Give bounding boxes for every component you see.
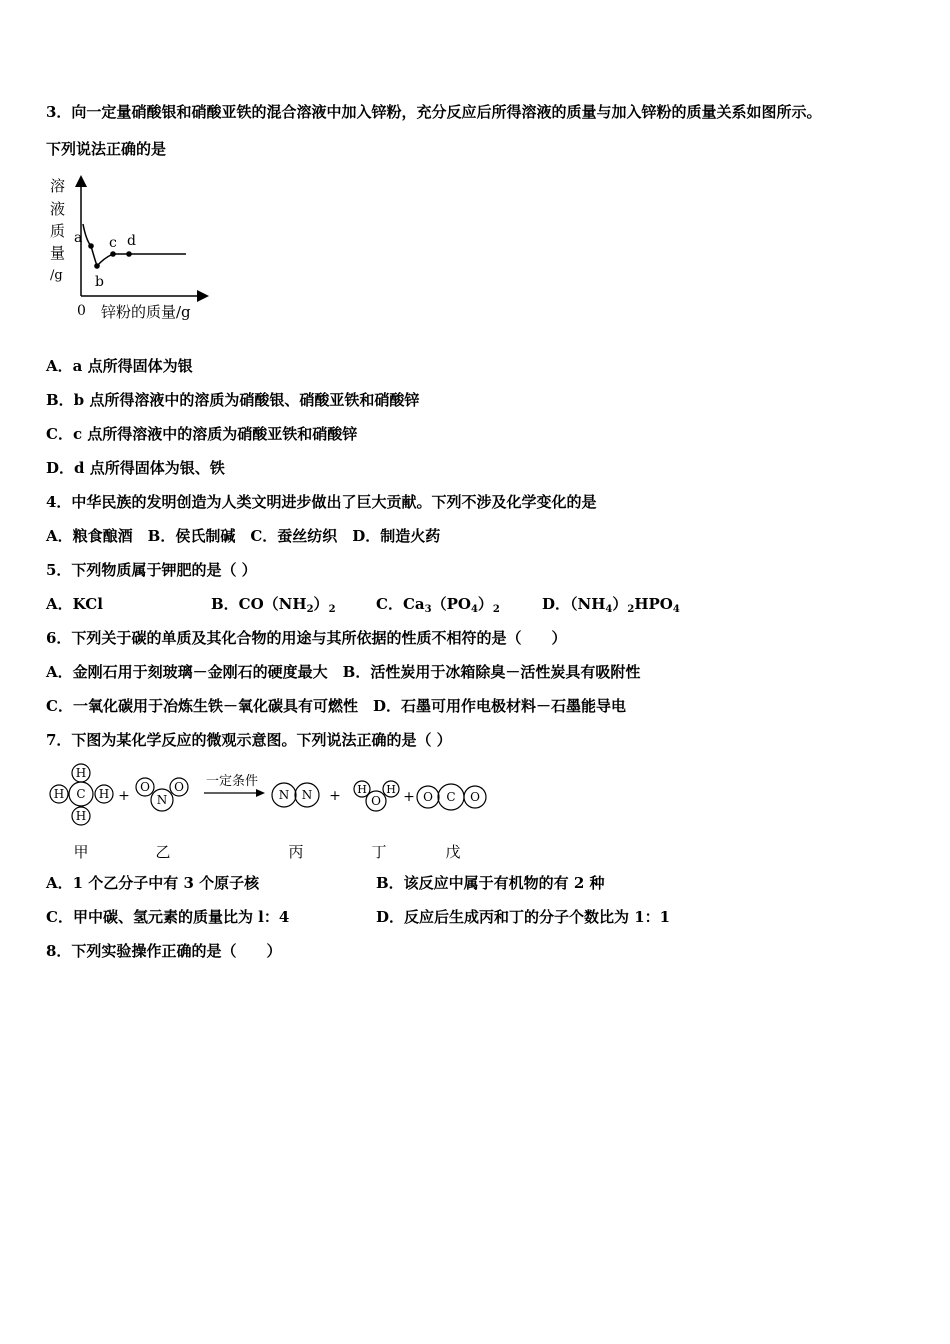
graph-xlabel: 锌粉的质量/g <box>101 303 191 321</box>
q6-options-line-2: C．一氧化碳用于冶炼生铁－氧化碳具有可燃性 D．石墨可用作电极材料－石墨能导电 <box>46 697 626 715</box>
graph-ylabel-1: 溶 <box>50 177 66 195</box>
q5-option-a: A．KCl <box>46 595 103 613</box>
yi-n: N <box>156 793 168 807</box>
plus-1: + <box>118 788 130 804</box>
graph-ylabel-4: 量 <box>50 244 66 262</box>
graph-ylabel-5: /g <box>50 268 63 283</box>
label-wu: 戊 <box>445 843 461 861</box>
q5-option-c: C．$Ca_3(PO_4)_2$ <box>376 595 500 615</box>
graph-ylabel-2: 液 <box>50 200 66 218</box>
jia-h-bottom: H <box>75 809 87 823</box>
q4-stem: 4．中华民族的发明创造为人类文明进步做出了巨大贡献。下列不涉及化学变化的是 <box>46 493 597 511</box>
wu-c: C <box>446 790 456 804</box>
label-yi: 乙 <box>155 843 171 861</box>
yi-o-left: O <box>140 780 150 794</box>
wu-o-right: O <box>470 790 480 804</box>
ding-o: O <box>371 794 381 808</box>
q6-options-line-1: A．金刚石用于刻玻璃－金刚石的硬度最大 B．活性炭用于冰箱除臭－活性炭具有吸附性 <box>46 663 641 681</box>
q7-option-b: B．该反应中属于有机物的有 2 种 <box>376 874 605 892</box>
graph-label-a: a <box>74 230 83 246</box>
q3-graph <box>44 172 219 330</box>
graph-label-b: b <box>95 274 104 290</box>
q7-option-d: D．反应后生成丙和丁的分子个数比为 1：1 <box>376 908 671 926</box>
q5-stem: 5．下列物质属于钾肥的是（ ） <box>46 561 257 579</box>
q3-stem: 3．向一定量硝酸银和硝酸亚铁的混合溶液中加入锌粉，充分反应后所得溶液的质量与加入锌粉的质量关系如图所示。 <box>46 103 822 121</box>
q3-option-c: C．c 点所得溶液中的溶质为硝酸亚铁和硝酸锌 <box>46 425 358 443</box>
jia-h-left: H <box>53 787 65 801</box>
yi-o-right: O <box>174 780 184 794</box>
graph-label-c: c <box>109 235 117 251</box>
graph-point-b <box>94 263 100 269</box>
q3-stem-2: 下列说法正确的是 <box>46 140 167 158</box>
plus-2: + <box>329 788 341 804</box>
reaction-condition: 一定条件 <box>205 774 259 789</box>
q3-option-a: A．a 点所得固体为银 <box>46 357 193 375</box>
graph-point-d <box>126 251 132 257</box>
graph-point-c <box>110 251 116 257</box>
q7-option-a: A．1 个乙分子中有 3 个原子核 <box>46 874 260 892</box>
q6-stem: 6．下列关于碳的单质及其化合物的用途与其所依据的性质不相符的是（ ） <box>46 629 567 647</box>
graph-point-a <box>88 243 94 249</box>
reaction-arrowhead <box>256 789 265 797</box>
q7-reaction-diagram <box>44 760 504 868</box>
q7-option-c: C．甲中碳、氢元素的质量比为 l：4 <box>46 908 290 926</box>
q4-options: A．粮食酿酒 B．侯氏制碱 C．蚕丝纺织 D．制造火药 <box>46 527 441 545</box>
label-ding: 丁 <box>371 843 387 861</box>
label-jia: 甲 <box>73 843 89 861</box>
graph-label-d: d <box>127 233 136 249</box>
jia-h-right: H <box>98 787 110 801</box>
bing-n-2: N <box>301 788 313 802</box>
q8-stem: 8．下列实验操作正确的是（ ） <box>46 942 282 960</box>
q5-option-d: D．$(NH_4)_2HPO_4$ <box>542 595 680 615</box>
q3-option-d: D．d 点所得固体为银、铁 <box>46 459 225 477</box>
ding-h-left: H <box>357 783 367 796</box>
wu-o-left: O <box>423 790 433 804</box>
bing-n-1: N <box>278 788 290 802</box>
graph-origin: 0 <box>77 303 86 319</box>
q3-option-b: B．b 点所得溶液中的溶质为硝酸银、硝酸亚铁和硝酸锌 <box>46 391 420 409</box>
q7-stem: 7．下图为某化学反应的微观示意图。下列说法正确的是（ ） <box>46 731 452 749</box>
jia-h-top: H <box>75 766 87 780</box>
jia-c: C <box>76 787 86 801</box>
plus-3: + <box>403 789 415 805</box>
label-bing: 丙 <box>288 843 304 861</box>
graph-ylabel-3: 质 <box>50 222 66 240</box>
ding-h-right: H <box>386 783 396 796</box>
q5-option-b: B．$CO(NH_2)_2$ <box>211 595 336 615</box>
